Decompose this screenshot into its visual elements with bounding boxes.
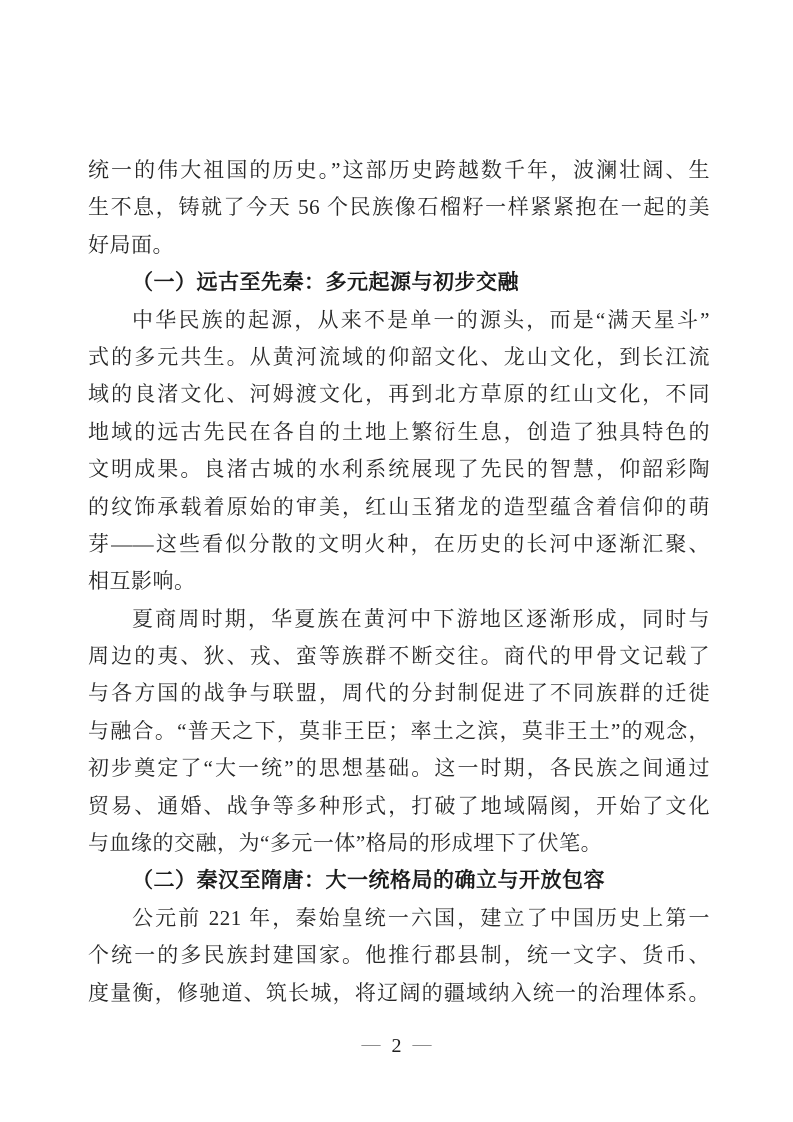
text-line: 与各方国的战争与联盟，周代的分封制促进了不同族群的迁徙 [88,681,710,706]
page-footer [0,1031,793,1061]
document-body [88,152,710,1012]
text-line: 初步奠定了“大一统”的思想基础。这一时期，各民族之间通过 [88,756,710,781]
text-line: 统一的伟大祖国的历史。”这部历史跨越数千年，波澜壮阔、生 [88,158,710,182]
page-number-dash-right: — [412,1034,432,1055]
text-line: 生不息，铸就了今天 56 个民族像石榴籽一样紧紧抱在一起的美 [88,195,710,220]
page-number-dash-left: — [361,1034,381,1055]
text-line: 夏商周时期，华夏族在黄河中下游地区逐渐形成，同时与 [132,606,710,631]
text-line: 文明成果。良渚古城的水利系统展现了先民的智慧，仰韶彩陶 [88,457,710,482]
text-line: 芽——这些看似分散的文明火种，在历史的长河中逐渐汇聚、 [88,531,710,556]
text-line: 周边的夷、狄、戎、蛮等族群不断交往。商代的甲骨文记载了 [88,644,710,669]
text-line: 域的良渚文化、河姆渡文化，再到北方草原的红山文化，不同 [88,382,710,407]
text-line: 相互影响。 [88,569,196,594]
text-line: 中华民族的起源，从来不是单一的源头，而是“满天星斗” [132,307,710,332]
text-line: 个统一的多民族封建国家。他推行郡县制，统一文字、货币、 [88,943,710,968]
section-heading: （一）远古至先秦：多元起源与初步交融 [132,270,519,295]
text-line: 的纹饰承载着原始的审美，红山玉猪龙的造型蕴含着信仰的萌 [88,494,710,519]
text-line: 地域的远古先民在各自的土地上繁衍生息，创造了独具特色的 [88,419,710,444]
text-line: 度量衡，修驰道、筑长城，将辽阔的疆域纳入统一的治理体系。 [88,980,710,1005]
text-line: 与融合。“普天之下，莫非王臣；率土之滨，莫非王土”的观念， [88,718,710,743]
text-line: 与血缘的交融，为“多元一体”格局的形成埋下了伏笔。 [88,831,603,856]
text-line: 贸易、通婚、战争等多种形式，打破了地域隔阂，开始了文化 [88,793,710,818]
text-line: 公元前 221 年，秦始皇统一六国，建立了中国历史上第一 [132,905,710,930]
text-line: 式的多元共生。从黄河流域的仰韶文化、龙山文化，到长江流 [88,344,710,369]
page-number: 2 [391,1035,402,1057]
section-heading: （二）秦汉至隋唐：大一统格局的确立与开放包容 [132,868,605,893]
text-line: 好局面。 [88,232,174,257]
